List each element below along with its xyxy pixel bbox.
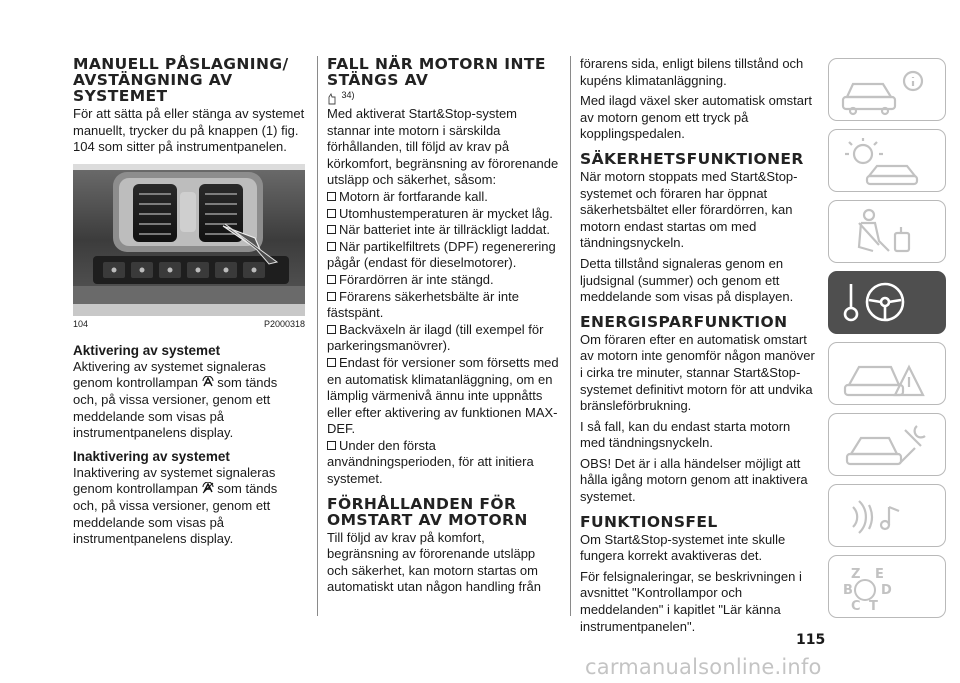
list-item: Utomhustemperaturen är mycket låg.: [327, 206, 559, 223]
chapter-tab-starting-driving[interactable]: [828, 271, 946, 334]
safety-text-1: När motorn stoppats med Start&Stop-systemet och föraren har öppnat säkerhetsbältet eller förardörren, kan motorn endast startas om med tändningsnyckeln.: [580, 168, 798, 251]
restart-continuation: förarens sida, enligt bilens tillstånd och kupéns klimatanläggning.: [580, 56, 804, 88]
watermark-text: carmanualsonline.info: [585, 655, 822, 679]
note-reference: 34): [341, 90, 355, 100]
car-info-icon: [829, 59, 947, 122]
attention-hand-icon: [327, 93, 337, 105]
energy-text-1: Om föraren efter en automatisk omstart av motorn inte genomför någon manöver i cirka tre minuter, stannar Start&Stop-systemet definitivt motorn för att undvika bränsleförbrukning.: [580, 331, 815, 414]
column-separator: [570, 56, 571, 616]
chapter-tab-maintenance[interactable]: [828, 413, 946, 476]
chapter-tab-safety[interactable]: [828, 200, 946, 263]
chapter-tab-emergency[interactable]: [828, 342, 946, 405]
seatbelt-safety-icon: [829, 201, 947, 264]
alphabetical-index-icon: [829, 556, 947, 619]
deactivation-heading: Inaktivering av systemet: [73, 448, 230, 464]
checkbox-bullet-icon: [327, 209, 336, 218]
malfunction-text-2: För felsignaleringar, se beskrivningen i avsnittet "Kontrollampor och meddelanden" i kapitlet "Lär känna instrumentpanelen".: [580, 568, 802, 634]
list-item: Motorn är fortfarande kall.: [327, 189, 559, 206]
section-heading-restart: FÖRHÅLLANDEN FÖR OMSTART AV MOTORN: [327, 494, 528, 529]
start-stop-a-icon: [202, 376, 214, 388]
figure-number: 104: [73, 318, 89, 329]
checkbox-bullet-icon: [327, 192, 336, 201]
list-item: Endast för versioner som försetts med en automatisk klimatanläggning, om en lämplig värmenivå ännu inte uppnåtts eller efter aktivering av funktionen MAX-DEF.: [327, 354, 559, 437]
note-reference-row: [327, 90, 559, 106]
chapter-tab-car-info[interactable]: [828, 58, 946, 121]
chapter-tab-warning-lights[interactable]: [828, 129, 946, 192]
section-heading-manual: MANUELL PÅSLAGNING/ AVSTÄNGNING AV SYSTEMET: [73, 55, 289, 105]
activation-heading: Aktivering av systemet: [73, 342, 221, 358]
checkbox-bullet-icon: [327, 275, 336, 284]
column-1: [73, 56, 305, 548]
checkbox-bullet-icon: [327, 242, 336, 251]
dashboard-photo: [73, 164, 305, 316]
list-item: Backväxeln är ilagd (till exempel för parkeringsmanövrer).: [327, 321, 544, 354]
svg-text:T: T: [869, 599, 878, 614]
section-heading-malfunction: FUNKTIONSFEL: [580, 512, 718, 531]
column-2: [327, 56, 559, 596]
multimedia-icon: [829, 485, 947, 548]
checkbox-bullet-icon: [327, 358, 336, 367]
dashboard-photo-svg: [73, 164, 305, 316]
page-number: 115: [796, 632, 826, 648]
checkbox-bullet-icon: [327, 441, 336, 450]
section-heading-engine-not-stopping: FALL NÄR MOTORN INTE STÄNGS AV: [327, 55, 546, 89]
figure-caption: [73, 319, 305, 329]
checkbox-bullet-icon: [327, 325, 336, 334]
section-heading-safety: SÄKERHETSFUNKTIONER: [580, 149, 804, 168]
checkbox-bullet-icon: [327, 225, 336, 234]
svg-text:B: B: [843, 583, 853, 598]
svg-text:E: E: [875, 567, 884, 582]
svg-text:C: C: [851, 599, 861, 614]
list-item: Under den första användningsperioden, för att initiera systemet.: [327, 437, 534, 487]
start-stop-off-icon: [202, 482, 214, 494]
restart-text: Till följd av krav på komfort, begränsning av förorenande utsläpp och säkerhet, kan motorn startas om automatiskt utan någon handling från: [327, 529, 541, 595]
malfunction-text-1: Om Start&Stop-systemet inte skulle fungera korrekt avaktiveras det.: [580, 531, 786, 564]
energy-text-2: I så fall, kan du endast starta motorn med tändningsnyckeln.: [580, 418, 791, 451]
warning-lights-icon: [829, 130, 947, 193]
checkbox-bullet-icon: [327, 292, 336, 301]
column-3: [580, 56, 818, 635]
conditions-list: [327, 189, 559, 488]
list-item: Förardörren är inte stängd.: [327, 272, 559, 289]
activation-text: Aktivering av systemet signaleras genom kontrollampan som tänds och, på vissa versioner, genom ett meddelande som visas på instrumentpanelens display.: [73, 358, 278, 441]
deactivation-text: Inaktivering av systemet signaleras genom kontrollampan som tänds och, på vissa versioner, genom ett meddelande som visas på instrumentpanelens display.: [73, 464, 278, 547]
figure-code: P2000318: [263, 318, 305, 329]
chapter-tab-multimedia[interactable]: [828, 484, 946, 547]
list-item: När partikelfiltrets (DPF) regenerering pågår (endast för dieselmotorer).: [327, 238, 556, 271]
manual-intro-text: För att sätta på eller stänga av systemet manuellt, trycker du på knappen (1) fig. 104 som sitter på instrumentpanelen.: [73, 106, 305, 155]
emergency-triangle-icon: [829, 343, 947, 406]
engine-not-stopping-intro: Med aktiverat Start&Stop-system stannar inte motorn i särskilda förhållanden, till följd av krav på körkomfort, begränsning av förorenande utsläpp och säkerhet, såsom:: [327, 106, 559, 188]
chapter-tab-index[interactable]: [828, 555, 946, 618]
section-heading-energy: ENERGISPARFUNKTION: [580, 312, 788, 331]
column-separator: [317, 56, 318, 616]
list-item: Förarens säkerhetsbälte är inte fästspänt.: [327, 288, 519, 321]
maintenance-tools-icon: [829, 414, 947, 477]
safety-text-2: Detta tillstånd signaleras genom en ljudsignal (summer) och genom ett meddelande som visas på displayen.: [580, 255, 794, 305]
energy-text-3: OBS! Det är i alla händelser möjligt att hålla igång motorn genom att inaktivera systemet.: [580, 455, 808, 505]
clutch-restart-text: Med ilagd växel sker automatisk omstart av motorn genom ett tryck på kopplingspedalen.: [580, 93, 812, 142]
svg-text:Z: Z: [851, 567, 861, 582]
steering-wheel-key-icon: [829, 272, 947, 335]
svg-text:D: D: [881, 583, 892, 598]
list-item: När batteriet inte är tillräckligt laddat.: [327, 222, 559, 239]
